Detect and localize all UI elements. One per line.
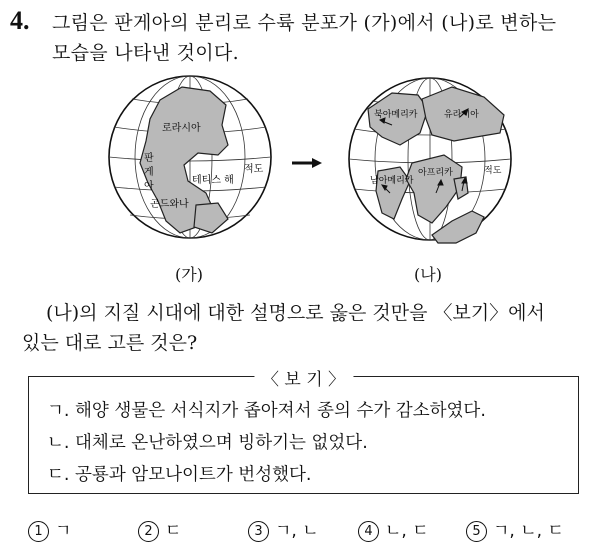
- bogi-title: 〈 보 기 〉: [254, 365, 353, 390]
- label-tethys: 테티스 해: [192, 175, 234, 186]
- label-pangea-2: 게: [144, 167, 154, 178]
- globe-na: [349, 78, 511, 243]
- label-pangea-3: 아: [144, 181, 154, 192]
- option-text-2: ㄷ: [165, 521, 182, 541]
- label-south-america: 남아메리카: [370, 176, 414, 186]
- label-north-america: 북아메리카: [374, 110, 418, 120]
- question-text-line2: 모습을 나타낸 것이다.: [52, 42, 239, 64]
- globe-ga: [109, 76, 271, 238]
- bogi-box: [28, 370, 579, 494]
- label-africa: 아프리카: [418, 168, 453, 178]
- question-text-line1: 그림은 판게아의 분리로 수륙 분포가 (가)에서 (나)로 변하는: [52, 12, 557, 34]
- option-text-4: ㄴ, ㄷ: [385, 521, 429, 541]
- bogi-item-nieun: ㄴ. 대체로 온난하였으며 빙하기는 없었다.: [47, 433, 368, 453]
- arrow-icon: [292, 158, 322, 168]
- option-number-2: 2: [138, 521, 159, 542]
- bogi-item-digeut: ㄷ. 공룡과 암모나이트가 번성했다.: [47, 465, 312, 485]
- caption-na: (나): [414, 265, 442, 284]
- continent-figure: [100, 75, 520, 290]
- label-equator-ga: 적도: [244, 164, 264, 175]
- prompt-line2: 있는 대로 고른 것은?: [22, 332, 198, 354]
- bogi-item-giyeok: ㄱ. 해양 생물은 서식지가 좁아져서 종의 수가 감소하였다.: [47, 401, 486, 421]
- option-number-3: 3: [248, 521, 269, 542]
- option-number-1: 1: [28, 521, 49, 542]
- option-number-5: 5: [466, 521, 487, 542]
- answer-option-4[interactable]: [358, 516, 429, 542]
- question-number: 4.: [10, 6, 30, 35]
- answer-option-3[interactable]: [248, 516, 319, 542]
- answer-option-1[interactable]: [28, 516, 71, 542]
- option-number-4: 4: [358, 521, 379, 542]
- label-pangea-1: 판: [144, 153, 154, 164]
- label-equator-na: 적도: [484, 166, 502, 176]
- option-text-5: ㄱ, ㄴ, ㄷ: [493, 521, 564, 541]
- label-laurasia: 로라시아: [162, 123, 201, 134]
- option-text-1: ㄱ: [55, 521, 72, 541]
- caption-ga: (가): [175, 265, 203, 284]
- option-text-3: ㄱ, ㄴ: [275, 521, 319, 541]
- label-gondwana: 곤드와나: [150, 199, 189, 210]
- answer-option-5[interactable]: [466, 516, 564, 542]
- answer-option-2[interactable]: [138, 516, 181, 542]
- label-eurasia: 유라시아: [444, 110, 479, 120]
- prompt-line1: (나)의 지질 시대에 대한 설명으로 옳은 것만을 〈보기〉에서: [46, 302, 545, 324]
